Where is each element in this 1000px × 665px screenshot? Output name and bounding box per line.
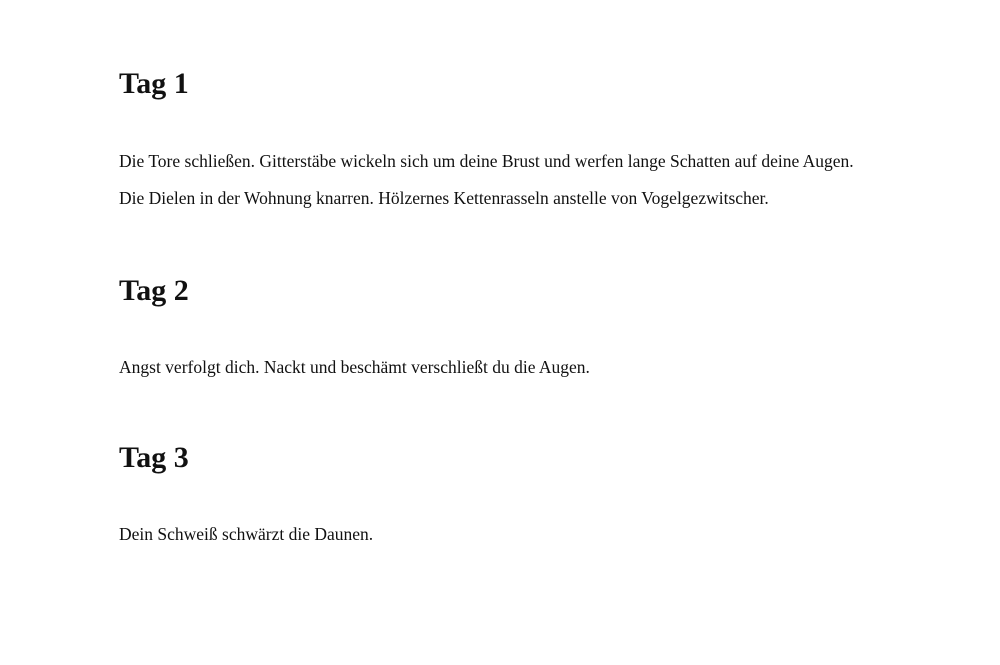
entry-heading: Tag 3 (119, 441, 189, 474)
entry-paragraph: Die Tore schließen. Gitterstäbe wickeln sich um deine Brust und werfen lange Schatten auf deine Augen. Die Dielen in der Wohnung knarren. Hölzernes Kettenrasseln anstelle von Vogelgezwitscher. (119, 151, 854, 208)
entry-paragraph: Angst verfolgt dich. Nackt und beschämt verschließt du die Augen. (119, 357, 590, 377)
diary-entry-day-1 (119, 64, 879, 217)
diary-entry-day-3 (119, 438, 879, 553)
entry-heading: Tag 1 (119, 67, 189, 100)
diary-entry-day-2 (119, 271, 879, 386)
entry-heading: Tag 2 (119, 274, 189, 307)
entry-paragraph: Dein Schweiß schwärzt die Daunen. (119, 524, 374, 544)
diary-content (119, 64, 879, 553)
